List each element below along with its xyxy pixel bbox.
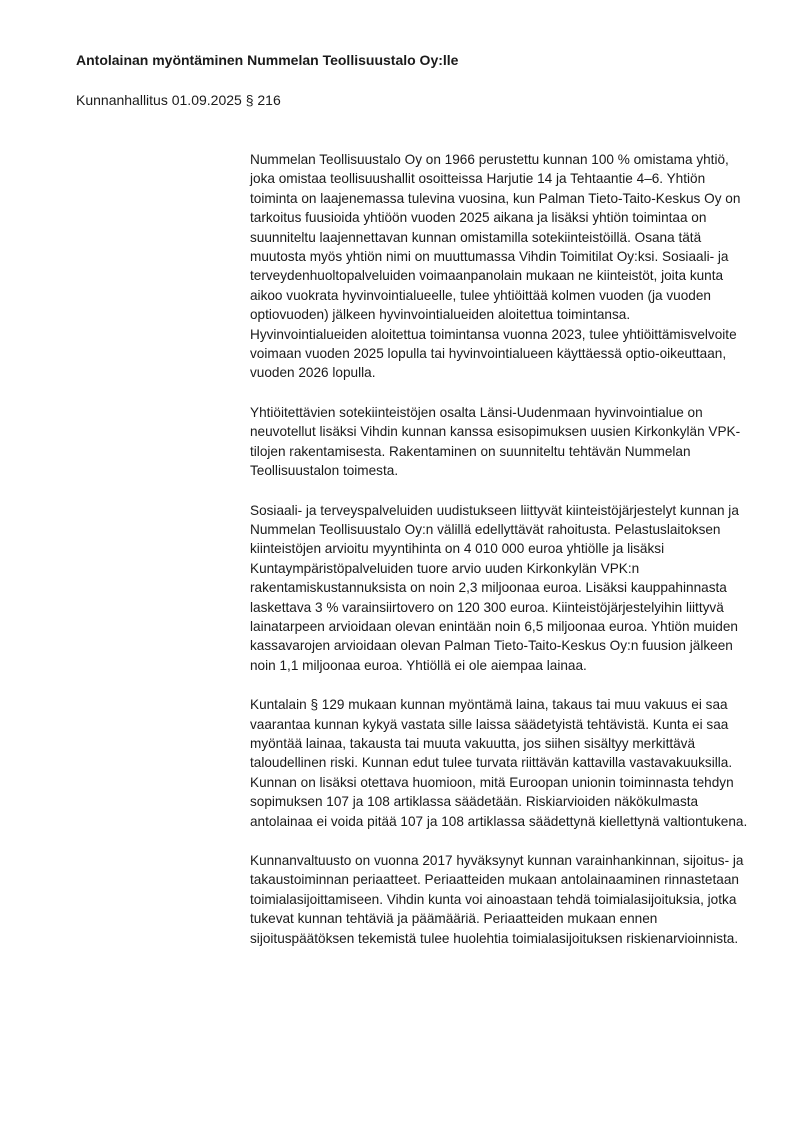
meeting-reference: Kunnanhallitus 01.09.2025 § 216 xyxy=(76,92,281,108)
paragraph: Nummelan Teollisuustalo Oy on 1966 perustettu kunnan 100 % omistama yhtiö, joka omistaa teollisuushallit osoitteissa Harjutie 14 ja Tehtaantie 4–6. Yhtiön toiminta on laajenemassa tulevina vuosina, kun Palman Tieto-Taito-Keskus Oy on tarkoitus fuusioida yhtiöön vuoden 2025 aikana ja lisäksi yhtiön toimintaa on suunniteltu laajennettavan kunnan omistamilla sotekiinteistöillä. Osana tätä muutosta myös yhtiön nimi on muuttumassa Vihdin Toimitilat Oy:ksi. Sosiaali- ja terveydenhuoltopalveluiden voimaanpanolain mukaan ne kiinteistöt, joita kunta aikoo vuokrata hyvinvointialueelle, tulee yhtiöittää kolmen vuoden (ja vuoden optiovuoden) jälkeen hyvinvointialueiden aloitettua toimintansa. Hyvinvointialueiden aloitettua toimintansa vuonna 2023, tulee yhtiöittämisvelvoite voimaan vuoden 2025 lopulla tai hyvinvointialueen käyttäessä optio-oikeuttaan, vuoden 2026 lopulla. xyxy=(250,152,741,381)
paragraph: Yhtiöitettävien sotekiinteistöjen osalta Länsi-Uudenmaan hyvinvointialue on neuvotellut lisäksi Vihdin kunnan kanssa esisopimuksen uusien Kirkonkylän VPK-tilojen rakentamisesta. Rakentaminen on suunniteltu tehtävän Nummelan Teollisuustalon toimesta. xyxy=(250,404,741,479)
paragraph: Sosiaali- ja terveyspalveluiden uudistukseen liittyvät kiinteistöjärjestelyt kunnan ja Nummelan Teollisuustalo Oy:n välillä edellyttävät rahoitusta. Pelastuslaitoksen kiinteistöjen arvioitu myyntihinta on 4 010 000 euroa yhtiölle ja lisäksi Kuntaympäristöpalveluiden tuore arvio uuden Kirkonkylän VPK:n rakentamiskustannuksista on noin 2,3 miljoonaa euroa. Lisäksi kauppahinnasta laskettava 3 % varainsiirtovero on 120 300 euroa. Kiinteistöjärjestelyihin liittyvä lainatarpeen arvioidaan olevan enintään noin 6,5 miljoonaa euroa. Yhtiön muiden kassavarojen arvioidaan olevan Palman Tieto-Taito-Keskus Oy:n fuusion jälkeen noin 1,1 miljoonaa euroa. Yhtiöllä ei ole aiempaa lainaa. xyxy=(250,502,739,673)
document-body xyxy=(250,150,750,968)
paragraph: Kunnanvaltuusto on vuonna 2017 hyväksynyt kunnan varainhankinnan, sijoitus- ja takaustoiminnan periaatteet. Periaatteiden mukaan antolainaaminen rinnastetaan toimialasijoittamiseen. Vihdin kunta voi ainoastaan tehdä toimialasijoituksia, jotka tukevat kunnan tehtäviä ja päämääriä. Periaatteiden mukaan ennen sijoituspäätöksen tekemistä tulee huolehtia toimialasijoituksen riskienarvioinnista. xyxy=(250,853,744,946)
document-title: Antolainan myöntäminen Nummelan Teollisuustalo Oy:lle xyxy=(76,52,459,68)
paragraph: Kuntalain § 129 mukaan kunnan myöntämä laina, takaus tai muu vakuus ei saa vaarantaa kunnan kykyä vastata sille laissa säädetyistä tehtävistä. Kunta ei saa myöntää lainaa, takausta tai muuta vakuutta, jos siihen sisältyy merkittävä taloudellinen riski. Kunnan edut tulee turvata riittävän kattavilla vastavakuuksilla. Kunnan on lisäksi otettava huomioon, mitä Euroopan unionin toiminnasta tehdyn sopimuksen 107 ja 108 artiklassa säädetään. Riskiarvioiden näkökulmasta antolainaa ei voida pitää 107 ja 108 artiklassa säädettynä kiellettynä valtiontukena. xyxy=(250,697,748,829)
